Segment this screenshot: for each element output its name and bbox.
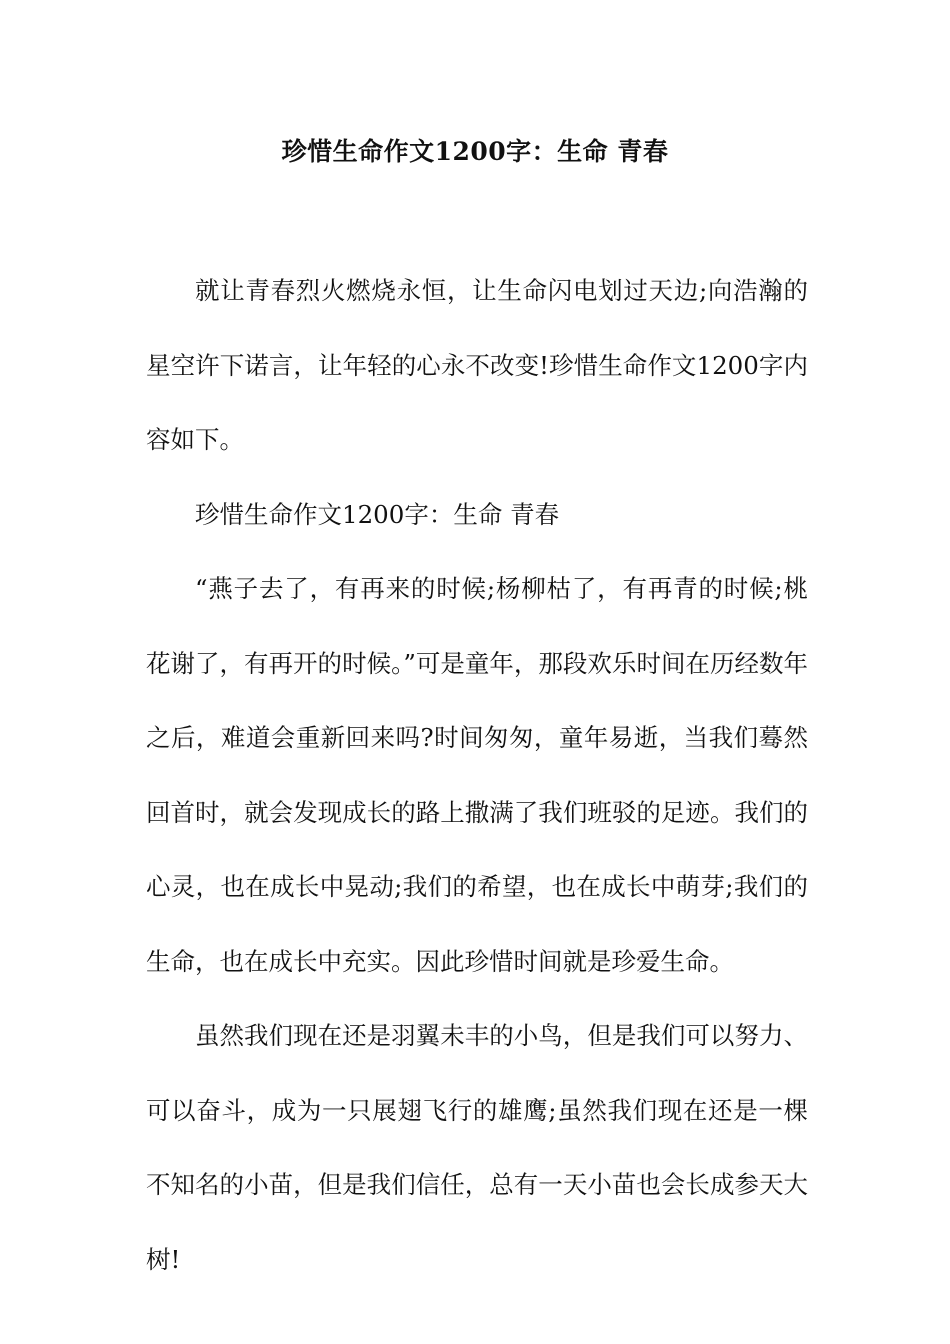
document-title: 珍惜生命作文1200字：生命 青春 <box>281 137 669 166</box>
paragraph-intro: 就让青春烈火燃烧永恒，让生命闪电划过天边;向浩瀚的星空许下诺言，让年轻的心永不改变!珍惜生命作文1200字内容如下。 <box>146 276 808 454</box>
paragraph-subtitle: 珍惜生命作文1200字：生命 青春 <box>195 499 560 529</box>
document-body <box>146 254 808 1297</box>
paragraph-childhood: “燕子去了，有再来的时候;杨柳枯了，有再青的时候;桃花谢了，有再开的时候。”可是童年，那段欢乐时间在历经数年之后，难道会重新回来吗?时间匆匆，童年易逝，当我们蓦然回首时，就会发现成长的路上撒满了我们班驳的足迹。我们的心灵，也在成长中晃动;我们的希望，也在成长中萌芽;我们的生命，也在成长中充实。因此珍惜时间就是珍爱生命。 <box>146 574 808 976</box>
paragraph-growth: 虽然我们现在还是羽翼未丰的小鸟，但是我们可以努力、可以奋斗，成为一只展翅飞行的雄鹰;虽然我们现在还是一棵不知名的小苗，但是我们信任，总有一天小苗也会长成参天大树! <box>146 1021 808 1274</box>
